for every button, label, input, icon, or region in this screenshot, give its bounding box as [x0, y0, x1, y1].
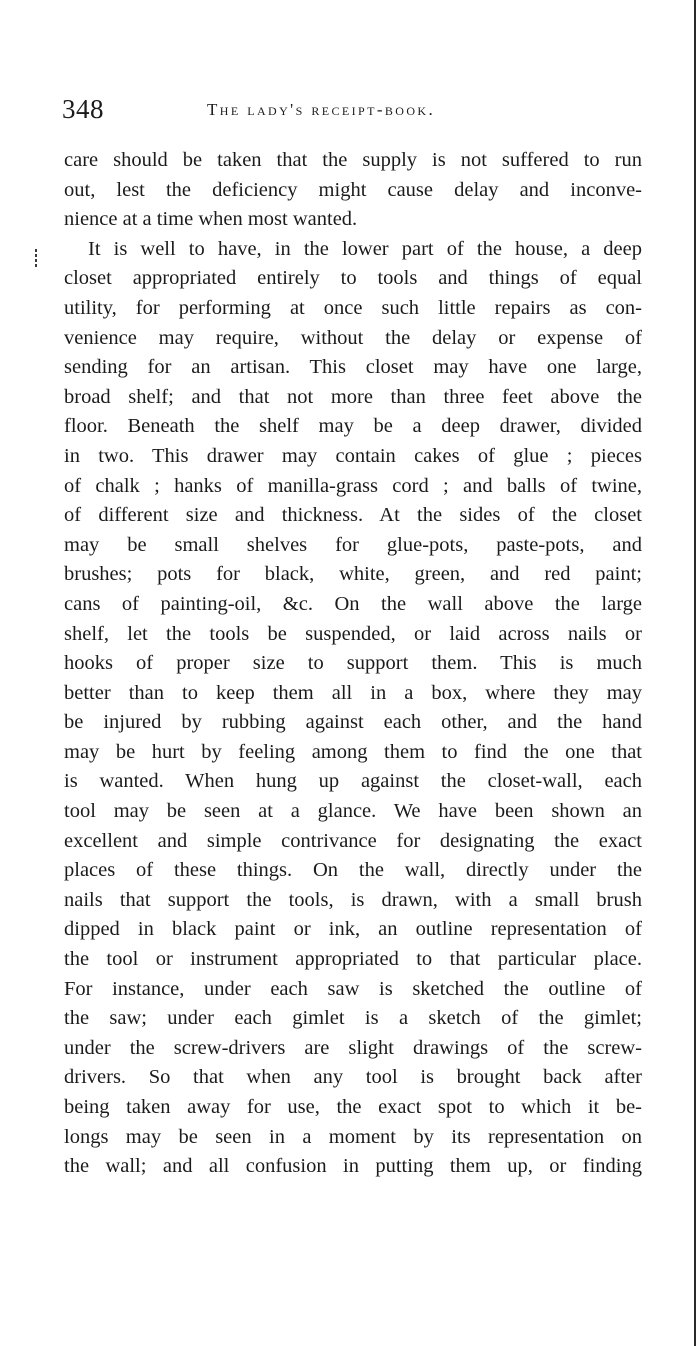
text-line: the tool or instrument appropriated to that particular place.: [64, 948, 642, 971]
text-line: under the screw-drivers are slight drawings of the screw-: [64, 1036, 642, 1059]
text-line: shelf, let the tools be suspended, or laid across nails or: [64, 622, 642, 645]
text-line: of different size and thickness. At the sides of the closet: [64, 504, 642, 527]
text-line: be injured by rubbing against each other, and the hand: [64, 711, 642, 734]
text-line: excellent and simple contrivance for designating the exact: [64, 829, 642, 852]
text-line: care should be taken that the supply is not suffered to run: [64, 149, 642, 171]
running-head: [62, 92, 652, 126]
text-line: dipped in black paint or ink, an outline representation of: [64, 918, 642, 941]
text-line: the wall; and all confusion in putting them up, or finding: [64, 1155, 642, 1178]
text-line: may be hurt by feeling among them to find the one that: [64, 740, 642, 763]
text-line: out, lest the deficiency might cause delay and inconve-: [64, 178, 642, 201]
text-line: hooks of proper size to support them. This is much: [64, 652, 642, 675]
text-line: closet appropriated entirely to tools and things of equal: [64, 267, 642, 290]
margin-mark: [34, 247, 37, 269]
text-line: is wanted. When hung up against the closet-wall, each: [64, 770, 642, 793]
text-line: sending for an artisan. This closet may have one large,: [64, 356, 642, 379]
text-line: For instance, under each saw is sketched the outline of: [64, 977, 642, 1000]
page-number: 348: [62, 94, 104, 124]
text-line: brushes; pots for black, white, green, and red paint;: [64, 563, 642, 586]
text-line: nience at a time when most wanted.: [64, 208, 358, 231]
text-line: drivers. So that when any tool is brought back after: [64, 1066, 642, 1089]
text-line: may be small shelves for glue-pots, paste-pots, and: [64, 533, 642, 556]
text-line: nails that support the tools, is drawn, with a small brush: [64, 888, 642, 911]
text-line: broad shelf; and that not more than three feet above the: [64, 385, 642, 408]
text-line: better than to keep them all in a box, where they may: [64, 681, 642, 704]
text-line: in two. This drawer may contain cakes of glue ; pieces: [64, 444, 642, 467]
text-line: utility, for performing at once such little repairs as con-: [64, 296, 642, 319]
text-line: longs may be seen in a moment by its representation on: [64, 1125, 642, 1148]
body-text: [64, 146, 642, 1182]
text-line: of chalk ; hanks of manilla-grass cord ; and balls of twine,: [64, 474, 642, 497]
text-line: floor. Beneath the shelf may be a deep drawer, divided: [64, 415, 642, 438]
text-line: the saw; under each gimlet is a sketch of the gimlet;: [64, 1007, 642, 1030]
text-line: cans of painting-oil, &c. On the wall above the large: [64, 592, 642, 615]
paragraph-first-line: It is well to have, in the lower part of the house, a deep: [88, 237, 642, 260]
text-line: tool may be seen at a glance. We have been shown an: [64, 800, 642, 823]
running-title: the lady's receipt-book.: [207, 100, 436, 119]
page-edge-line: [694, 0, 696, 1346]
text-line: venience may require, without the delay or expense of: [64, 326, 642, 349]
text-line: places of these things. On the wall, directly under the: [64, 859, 642, 882]
text-line: being taken away for use, the exact spot to which it be-: [64, 1096, 642, 1118]
